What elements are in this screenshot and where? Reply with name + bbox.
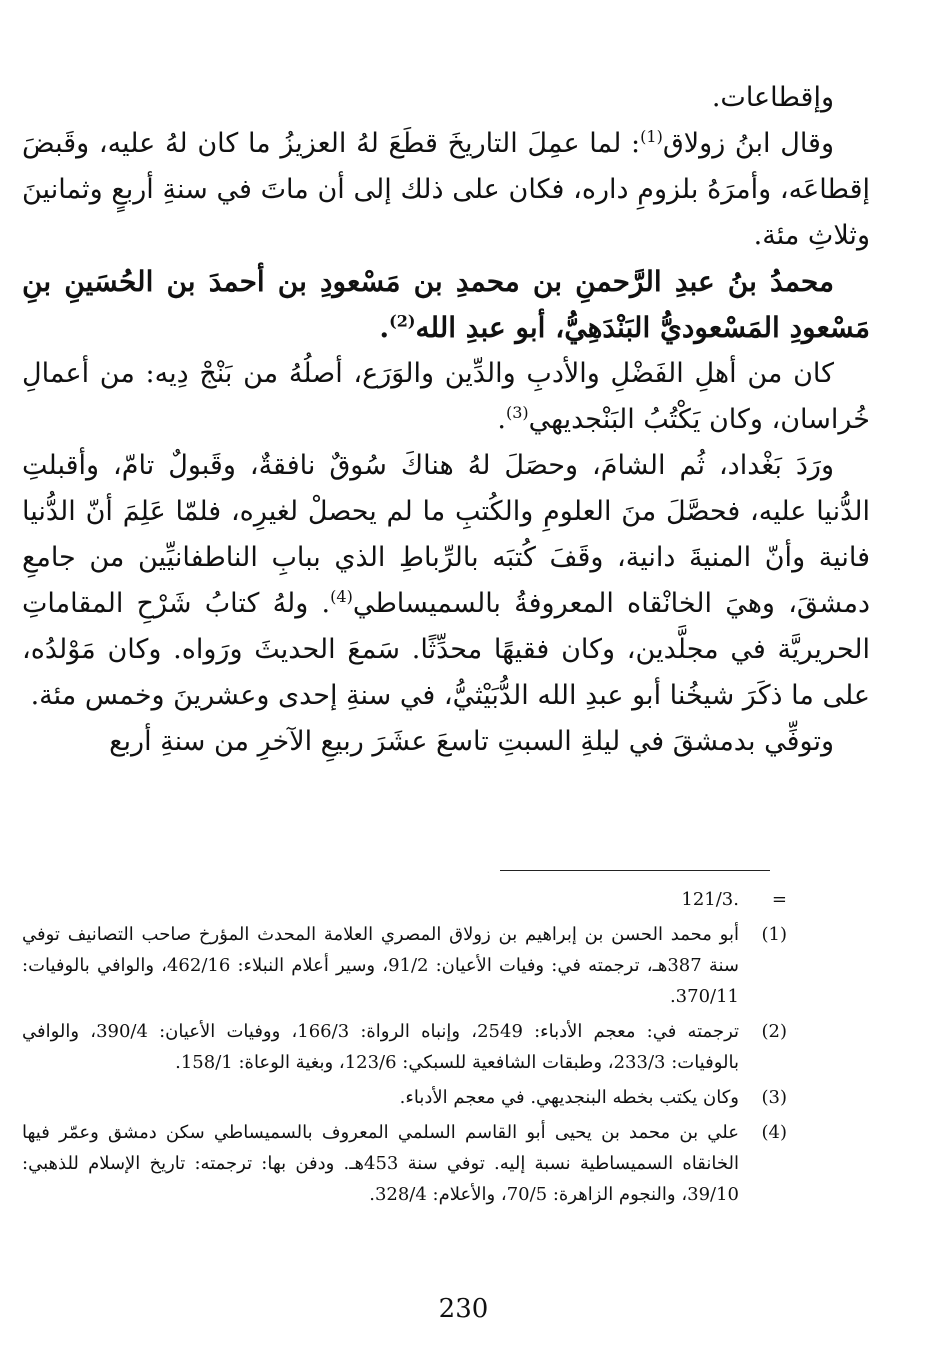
paragraph-3 [22, 351, 870, 443]
footnote-ref-1[interactable]: (1) [640, 127, 663, 146]
footnote-ref-4[interactable]: (4) [330, 587, 353, 606]
footnote-number: (2) [761, 1021, 787, 1042]
paragraph-1 [22, 75, 870, 121]
paragraph-3-text-b: . [497, 404, 506, 435]
page-number: 230 [438, 1294, 489, 1324]
footnote-text: ترجمته في: معجم الأدباء: 2549، وإنباه الرواة: 166/3، ووفيات الأعيان: 390/4، والوافي بالوفيات: 233/3، وطبقات الشافعية للسبكي: 123/6، وبغية الوعاة: 158/1. [22, 1021, 740, 1073]
paragraph-4-text-a: ورَدَ بَغْداد، ثُم الشامَ، وحصَلَ لهُ هناكَ سُوقٌ نافقةٌ، وقَبولٌ تامّ، وأقبلتِ الدُّنيا عليه، فحصَّلَ منَ العلومِ والكُتبِ ما لم يحصلْ لغيرِه، فلمّا عَلِمَ أنّ الدُّنيا فانية وأنّ المنيةَ دانية، وقَفَ كُتبَه بالرِّباطِ الذي ببابِ الناطفانيِّين من جامعِ دمشقَ، وهيَ الخانْقاه المعروفةُ بالسميساطي [22, 450, 870, 619]
footnote-number: (3) [761, 1087, 787, 1108]
footnote-2 [22, 1016, 787, 1078]
paragraph-4 [22, 443, 870, 719]
footnote-ref-3[interactable]: (3) [505, 403, 529, 422]
main-text [22, 75, 870, 765]
footnote-text: وكان يكتب بخطه البنجديهي. في معجم الأدباء. [399, 1087, 739, 1108]
paragraph-2-text-b: : لما عمِلَ التاريخَ قطَعَ لهُ العزيزُ ما كان لهُ عليه، وقَبضَ إقطاعَه، وأمرَهُ بلزومِ داره، فكان على ذلك إلى أن ماتَ في سنةِ أربعٍ وثمانينَ وثلاثِ مئة. [22, 128, 870, 251]
paragraph-1-text: وإقطاعات. [711, 82, 834, 113]
footnote-number: (4) [761, 1122, 787, 1143]
paragraph-4-text-b: . ولهُ كتابُ شَرْحِ المقاماتِ الحريريَّة في مجلَّدين، وكان فقيهًا محدِّثًا. سَمعَ الحديثَ ورَواه. وكان مَوْلدُه، على ما ذكَرَ شيخُنا أبو عبدِ الله الدُّبَيْثيُّ، في سنةِ إحدى وعشرينَ وخمس مئة. [22, 588, 870, 711]
footnote-continuation-text: .121/3 [681, 889, 739, 910]
footnote-continuation-mark: = [771, 889, 787, 910]
footnote-ref-2[interactable]: (2) [389, 311, 416, 331]
footnote-4 [22, 1117, 787, 1210]
paragraph-5-text: وتوفِّي بدمشقَ في ليلةِ السبتِ تاسعَ عشَرَ ربيعِ الآخرِ من سنةِ أربع [109, 726, 834, 757]
biography-heading-end: . [379, 311, 390, 344]
biography-heading-text: محمدُ بنُ عبدِ الرَّحمنِ بن محمدِ بن مَسْعودِ بن أحمدَ بن الحُسَينِ بنِ مَسْعودِ المَسْعوديُّ البَنْدَهِيُّ، أبو عبدِ الله [22, 265, 870, 344]
footnote-3 [22, 1082, 787, 1113]
paragraph-5 [22, 719, 870, 765]
footnotes [22, 884, 787, 1214]
paragraph-2-text-a: وقال ابنُ زولاق [662, 128, 834, 159]
footnote-text: أبو محمد الحسن بن إبراهيم بن زولاق المصري العلامة المحدث المؤرخ صاحب التصانيف توفي سنة 387هـ، ترجمته في: وفيات الأعيان: 91/2، وسير أعلام النبلاء: 462/16، والوافي بالوفيات: 370/11. [22, 924, 740, 1007]
footnote-text: علي بن محمد بن يحيى أبو القاسم السلمي المعروف بالسميساطي سكن دمشق وعمّر فيها الخانقاه السميساطية نسبة إليه. توفي سنة 453هـ. ودفن بها: ترجمته: تاريخ الإسلام للذهبي: 39/10، والنجوم الزاهرة: 70/5، والأعلام: 328/4. [22, 1122, 739, 1205]
footnote-divider [500, 870, 770, 871]
paragraph-3-text-a: كان من أهلِ الفَضْلِ والأدبِ والدِّين والوَرَع، أصلُهُ من بَنْجْ دِيه: من أعمالِ خُراسان، وكان يَكْتُبُ البَنْجديهي [22, 358, 870, 435]
biography-heading [22, 259, 870, 351]
footnote-continuation [22, 884, 787, 915]
paragraph-2 [22, 121, 870, 259]
footnote-1 [22, 919, 787, 1012]
footnote-number: (1) [761, 924, 787, 945]
